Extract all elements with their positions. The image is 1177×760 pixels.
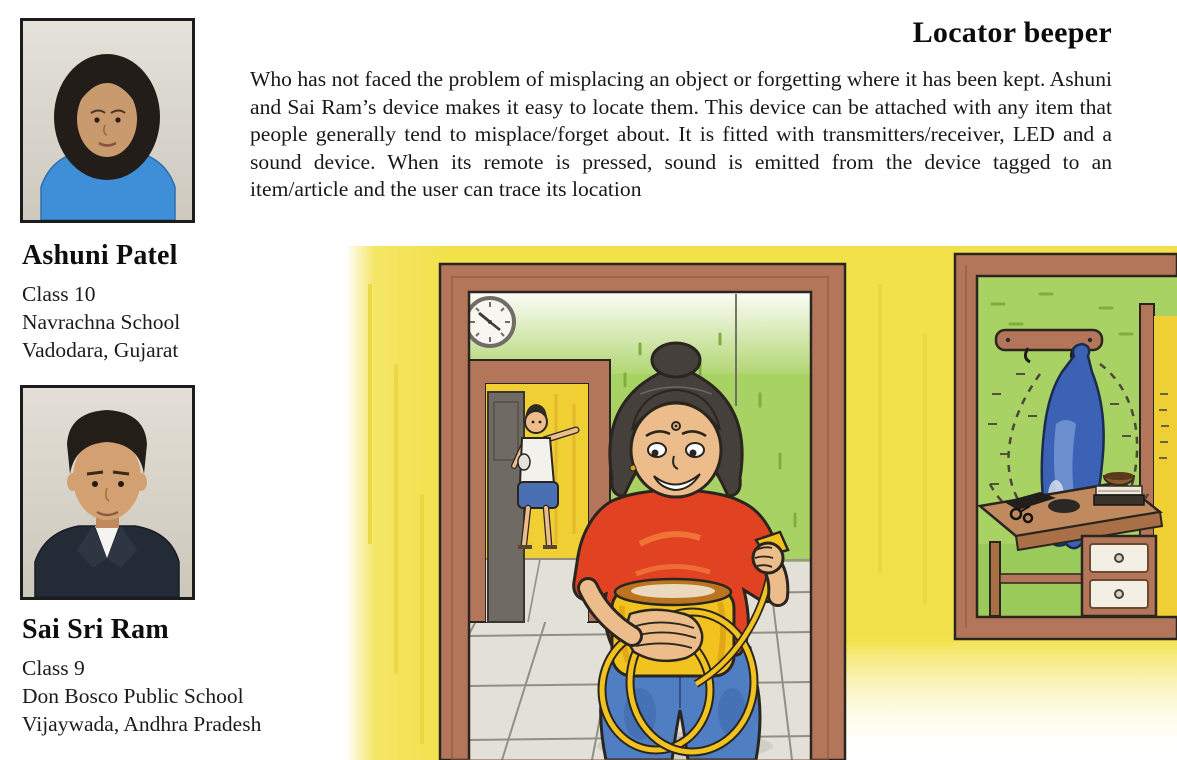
side-room xyxy=(977,276,1177,617)
wall-clock-icon xyxy=(466,298,514,346)
student-location: Vijaywada, Andhra Pradesh xyxy=(22,712,262,736)
student-details xyxy=(22,280,180,364)
student-school: Don Bosco Public School xyxy=(22,684,244,708)
article-title: Locator beeper xyxy=(912,16,1112,49)
student-details xyxy=(22,654,261,738)
student-class: Class 9 xyxy=(22,656,85,680)
portrait-girl xyxy=(23,21,192,220)
portrait-boy xyxy=(23,388,192,597)
student-photo-ashuni xyxy=(20,18,195,223)
main-room xyxy=(464,292,812,760)
student-name: Sai Sri Ram xyxy=(22,614,169,645)
article xyxy=(250,16,1112,204)
student-location: Vadodara, Gujarat xyxy=(22,338,179,362)
student-photo-sai xyxy=(20,385,195,600)
scene-illustration xyxy=(340,244,1177,760)
student-class: Class 10 xyxy=(22,282,96,306)
student-school: Navrachna School xyxy=(22,310,181,334)
article-body: Who has not faced the problem of misplacing an object or forgetting where it has been kept. Ashuni and Sai Ram’s device makes it easy to locate them. This device can be attached with any item that people generally tend to misplace/forget about. It is fitted with transmitters/receiver, LED and a sound device. When its remote is pressed, sound is emitted from the device tagged to an item/article and the user can trace its location xyxy=(250,67,1112,202)
student-name: Ashuni Patel xyxy=(22,240,178,271)
